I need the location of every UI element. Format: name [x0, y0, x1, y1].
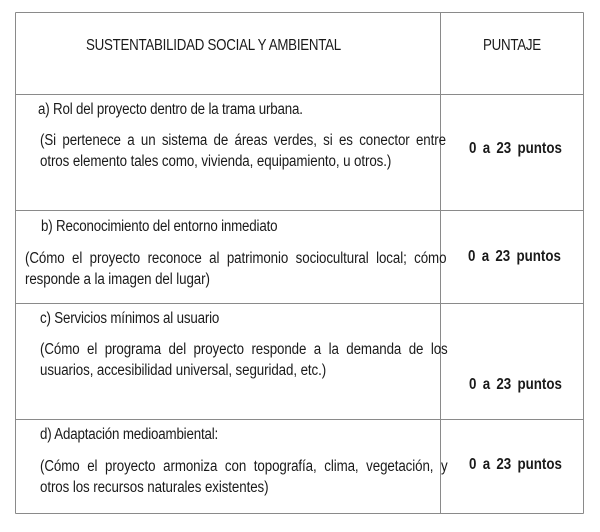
criterion-description: (Cómo el proyecto armoniza con topografía, clima, vegetación, y otros los recursos naturales existentes): [40, 458, 448, 496]
row-divider-c: [16, 419, 583, 420]
criterion-score: 0 a 23 puntos: [468, 248, 561, 265]
criterion-c-score-cell: [469, 376, 577, 394]
criterion-label: a) Rol del proyecto dentro de la trama urbana.: [38, 101, 303, 118]
header-criteria: SUSTENTABILIDAD SOCIAL Y AMBIENTAL: [86, 37, 341, 54]
criterion-a-score-cell: [469, 140, 577, 158]
criterion-label: d) Adaptación medioambiental:: [40, 426, 219, 443]
criterion-b-label-cell: [41, 218, 316, 236]
criterion-b-desc-cell: [25, 248, 515, 290]
criterion-d-desc-cell: [40, 456, 514, 498]
criterion-b-score-cell: [468, 248, 576, 266]
row-divider-b: [16, 303, 583, 304]
criterion-a-label-cell: [38, 101, 346, 119]
criterion-score: 0 a 23 puntos: [469, 140, 562, 157]
row-divider-header: [16, 94, 583, 95]
criterion-d-label-cell: [40, 426, 247, 444]
criterion-label: c) Servicios mínimos al usuario: [40, 310, 220, 327]
header-score-cell: [483, 37, 550, 55]
criterion-description: (Si pertenece a un sistema de áreas verdes, si es conector entre otros elemento tales como, vivienda, equipamiento, u otros.): [40, 132, 446, 170]
criterion-score: 0 a 23 puntos: [469, 376, 562, 393]
criterion-description: (Cómo el programa del proyecto responde a la demanda de los usuarios, accesibilidad universal, seguridad, etc.): [40, 341, 448, 379]
criterion-a-desc-cell: [40, 130, 512, 172]
criterion-score: 0 a 23 puntos: [469, 456, 562, 473]
criterion-description: (Cómo el proyecto reconoce al patrimonio sociocultural local; cómo responde a la imagen del lugar): [25, 250, 447, 288]
scoring-table: [15, 12, 584, 514]
header-score: PUNTAJE: [483, 37, 541, 54]
criterion-d-score-cell: [469, 456, 577, 474]
criterion-label: b) Reconocimiento del entorno inmediato: [41, 218, 278, 235]
criterion-c-label-cell: [40, 310, 248, 328]
row-divider-a: [16, 210, 583, 211]
criterion-c-desc-cell: [40, 339, 514, 381]
header-criteria-cell: [86, 37, 382, 55]
